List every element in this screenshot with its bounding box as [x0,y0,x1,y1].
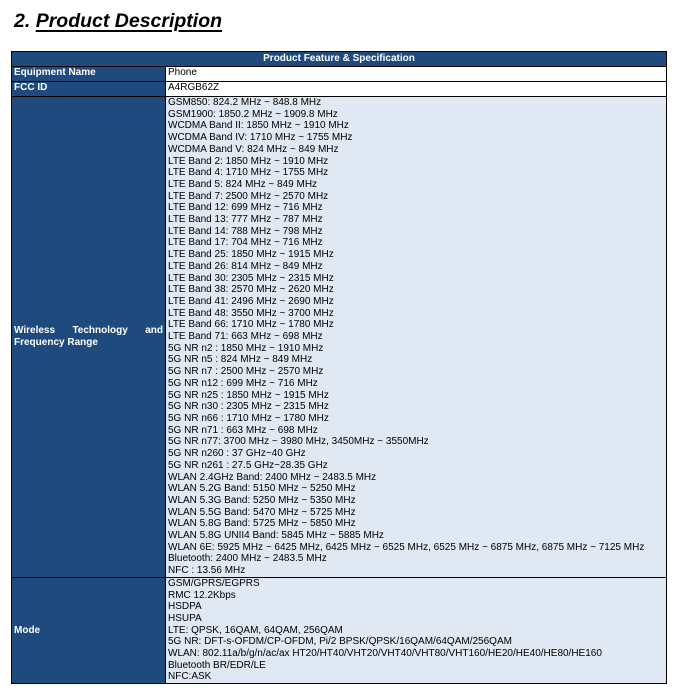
fcc-id-value: A4RGB62Z [166,82,667,97]
mode-list [166,577,667,683]
frequency-line: Bluetooth: 2400 MHz ~ 2483.5 MHz [168,553,327,565]
frequency-line: 5G NR n25 : 1850 MHz ~ 1915 MHz [168,389,329,401]
frequency-line: 5G NR n77: 3700 MHz ~ 3980 MHz, 3450MHz ~ 3550MHz [168,436,429,448]
frequency-line: GSM850: 824.2 MHz ~ 848.8 MHz [168,97,322,108]
frequency-line: WLAN 5.5G Band: 5470 MHz ~ 5725 MHz [168,506,356,518]
wireless-label-word: Technology [72,325,128,337]
mode-row [12,577,667,683]
spec-table [11,51,667,684]
mode-line: NFC:ASK [168,671,212,683]
frequency-line: 5G NR n260 : 37 GHz~40 GHz [168,448,306,460]
frequency-line: 5G NR n71 : 663 MHz ~ 698 MHz [168,424,318,436]
section-heading: Product Description [35,10,223,32]
wireless-label-line2: Frequency Range [14,336,98,348]
frequency-line: NFC : 13.56 MHz [168,565,246,577]
frequency-line: WCDMA Band II: 1850 MHz ~ 1910 MHz [168,120,349,132]
frequency-line: WLAN 5.8G Band: 5725 MHz ~ 5850 MHz [168,518,356,530]
mode-line: HSUPA [168,612,202,624]
frequency-line: 5G NR n2 : 1850 MHz ~ 1910 MHz [168,342,324,354]
frequency-line: LTE Band 5: 824 MHz ~ 849 MHz [168,178,318,190]
frequency-line: LTE Band 12: 699 MHz ~ 716 MHz [168,202,323,214]
frequency-line: LTE Band 25: 1850 MHz ~ 1915 MHz [168,249,334,261]
frequency-line: WLAN 5.8G UNII4 Band: 5845 MHz ~ 5885 MHz [168,530,384,542]
frequency-line: WLAN 5.3G Band: 5250 MHz ~ 5350 MHz [168,494,356,506]
frequency-line: WCDMA Band IV: 1710 MHz ~ 1755 MHz [168,132,353,144]
frequency-line: LTE Band 14: 788 MHz ~ 798 MHz [168,225,323,237]
fcc-id-label: FCC ID [12,82,166,97]
frequency-line: LTE Band 2: 1850 MHz ~ 1910 MHz [168,155,329,167]
section-number: 2. [14,10,31,32]
table-header: Product Feature & Specification [12,52,667,67]
wireless-label [12,97,166,578]
frequency-line: WLAN 2.4GHz Band: 2400 MHz ~ 2483.5 MHz [168,471,377,483]
equipment-name-row [12,67,667,82]
frequency-line: LTE Band 17: 704 MHz ~ 716 MHz [168,237,323,249]
equipment-name-value: Phone [166,67,667,82]
frequency-line: LTE Band 38: 2570 MHz ~ 2620 MHz [168,284,334,296]
table-header-row [12,52,667,67]
frequency-line: 5G NR n66 : 1710 MHz ~ 1780 MHz [168,412,329,424]
mode-line: GSM/GPRS/EGPRS [168,577,260,589]
fcc-id-row [12,82,667,97]
mode-line: RMC 12.2Kbps [168,589,236,601]
wireless-frequency-list [166,97,667,578]
frequency-line: WLAN 5.2G Band: 5150 MHz ~ 5250 MHz [168,483,356,495]
frequency-line: LTE Band 26: 814 MHz ~ 849 MHz [168,260,323,272]
frequency-line: WCDMA Band V: 824 MHz ~ 849 MHz [168,143,339,155]
frequency-line: LTE Band 48: 3550 MHz ~ 3700 MHz [168,307,334,319]
frequency-line: LTE Band 66: 1710 MHz ~ 1780 MHz [168,319,334,331]
frequency-line: LTE Band 30: 2305 MHz ~ 2315 MHz [168,272,334,284]
wireless-label-word: Wireless [14,325,56,337]
mode-line: WLAN: 802.11a/b/g/n/ac/ax HT20/HT40/VHT20/VHT40/VHT80/VHT160/HE20/HE40/HE80/HE160 [168,648,602,660]
frequency-line: LTE Band 7: 2500 MHz ~ 2570 MHz [168,190,329,202]
mode-label: Mode [12,577,166,683]
section-title [14,10,222,33]
frequency-line: LTE Band 41: 2496 MHz ~ 2690 MHz [168,295,334,307]
wireless-row [12,97,667,578]
frequency-line: LTE Band 13: 777 MHz ~ 787 MHz [168,214,323,226]
frequency-line: LTE Band 4: 1710 MHz ~ 1755 MHz [168,167,329,179]
frequency-line: 5G NR n30 : 2305 MHz ~ 2315 MHz [168,401,329,413]
frequency-line: 5G NR n261 : 27.5 GHz~28.35 GHz [168,459,328,471]
equipment-name-label: Equipment Name [12,67,166,82]
wireless-label-line1 [14,325,163,337]
mode-line: Bluetooth BR/EDR/LE [168,659,266,671]
frequency-line: 5G NR n7 : 2500 MHz ~ 2570 MHz [168,366,324,378]
frequency-line: LTE Band 71: 663 MHz ~ 698 MHz [168,331,323,343]
mode-line: HSDPA [168,601,202,613]
frequency-line: 5G NR n5 : 824 MHz ~ 849 MHz [168,354,313,366]
mode-line: 5G NR: DFT-s-OFDM/CP-OFDM, Pi/2 BPSK/QPSK/16QAM/64QAM/256QAM [168,636,512,648]
mode-line: LTE: QPSK, 16QAM, 64QAM, 256QAM [168,624,343,636]
frequency-line: 5G NR n12 : 699 MHz ~ 716 MHz [168,377,318,389]
wireless-label-word: and [145,325,163,337]
frequency-line: GSM1900: 1850.2 MHz ~ 1909.8 MHz [168,108,338,120]
frequency-line: WLAN 6E: 5925 MHz ~ 6425 MHz, 6425 MHz ~ 6525 MHz, 6525 MHz ~ 6875 MHz, 6875 MHz ~ 7125 MHz [168,541,645,553]
